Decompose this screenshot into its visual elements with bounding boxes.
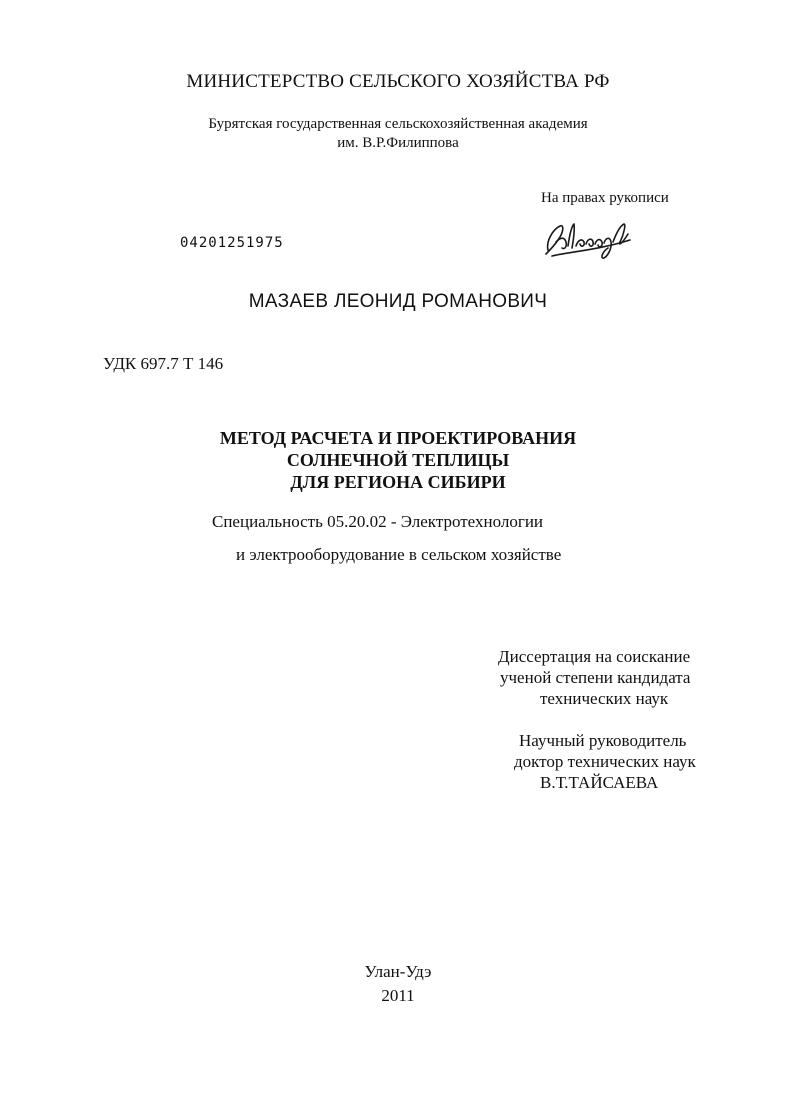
udc-code: УДК 697.7 Т 146 xyxy=(103,354,224,373)
year: 2011 xyxy=(381,986,415,1005)
author-name: МАЗАЕВ ЛЕОНИД РОМАНОВИЧ xyxy=(248,291,548,312)
title-line1: МЕТОД РАСЧЕТА И ПРОЕКТИРОВАНИЯ xyxy=(219,428,577,448)
ministry-heading: МИНИСТЕРСТВО СЕЛЬСКОГО ХОЗЯЙСТВА РФ xyxy=(186,71,610,92)
supervisor-line2: доктор технических наук xyxy=(514,752,696,771)
supervisor-line1: Научный руководитель xyxy=(519,731,687,750)
academy-name-line1: Бурятская государственная сельскохозяйственная академия xyxy=(208,116,588,132)
academy-name-line2: им. В.Р.Филиппова xyxy=(337,135,459,151)
supervisor-block xyxy=(498,730,728,793)
title-line3: ДЛЯ РЕГИОНА СИБИРИ xyxy=(290,472,506,492)
title-line2: СОЛНЕЧНОЙ ТЕПЛИЦЫ xyxy=(286,450,510,470)
dissertation-title xyxy=(0,427,796,493)
manuscript-rights-note: На правах рукописи xyxy=(541,190,669,206)
degree-line3: технических наук xyxy=(540,689,669,708)
academy-name xyxy=(0,115,796,153)
specialty-line1: Специальность 05.20.02 - Электротехнологии xyxy=(212,512,544,531)
city-name: Улан-Удэ xyxy=(364,962,432,981)
specialty-line2: и электрооборудование в сельском хозяйстве xyxy=(236,545,562,564)
place-and-year xyxy=(0,960,796,1008)
dissertation-degree-block xyxy=(498,646,728,709)
supervisor-name: В.Т.ТАЙСАЕВА xyxy=(540,773,659,792)
registration-number: 04201251975 xyxy=(180,235,284,251)
degree-line2: ученой степени кандидата xyxy=(500,668,691,687)
handwritten-signature xyxy=(538,212,638,264)
degree-line1: Диссертация на соискание xyxy=(498,647,691,666)
